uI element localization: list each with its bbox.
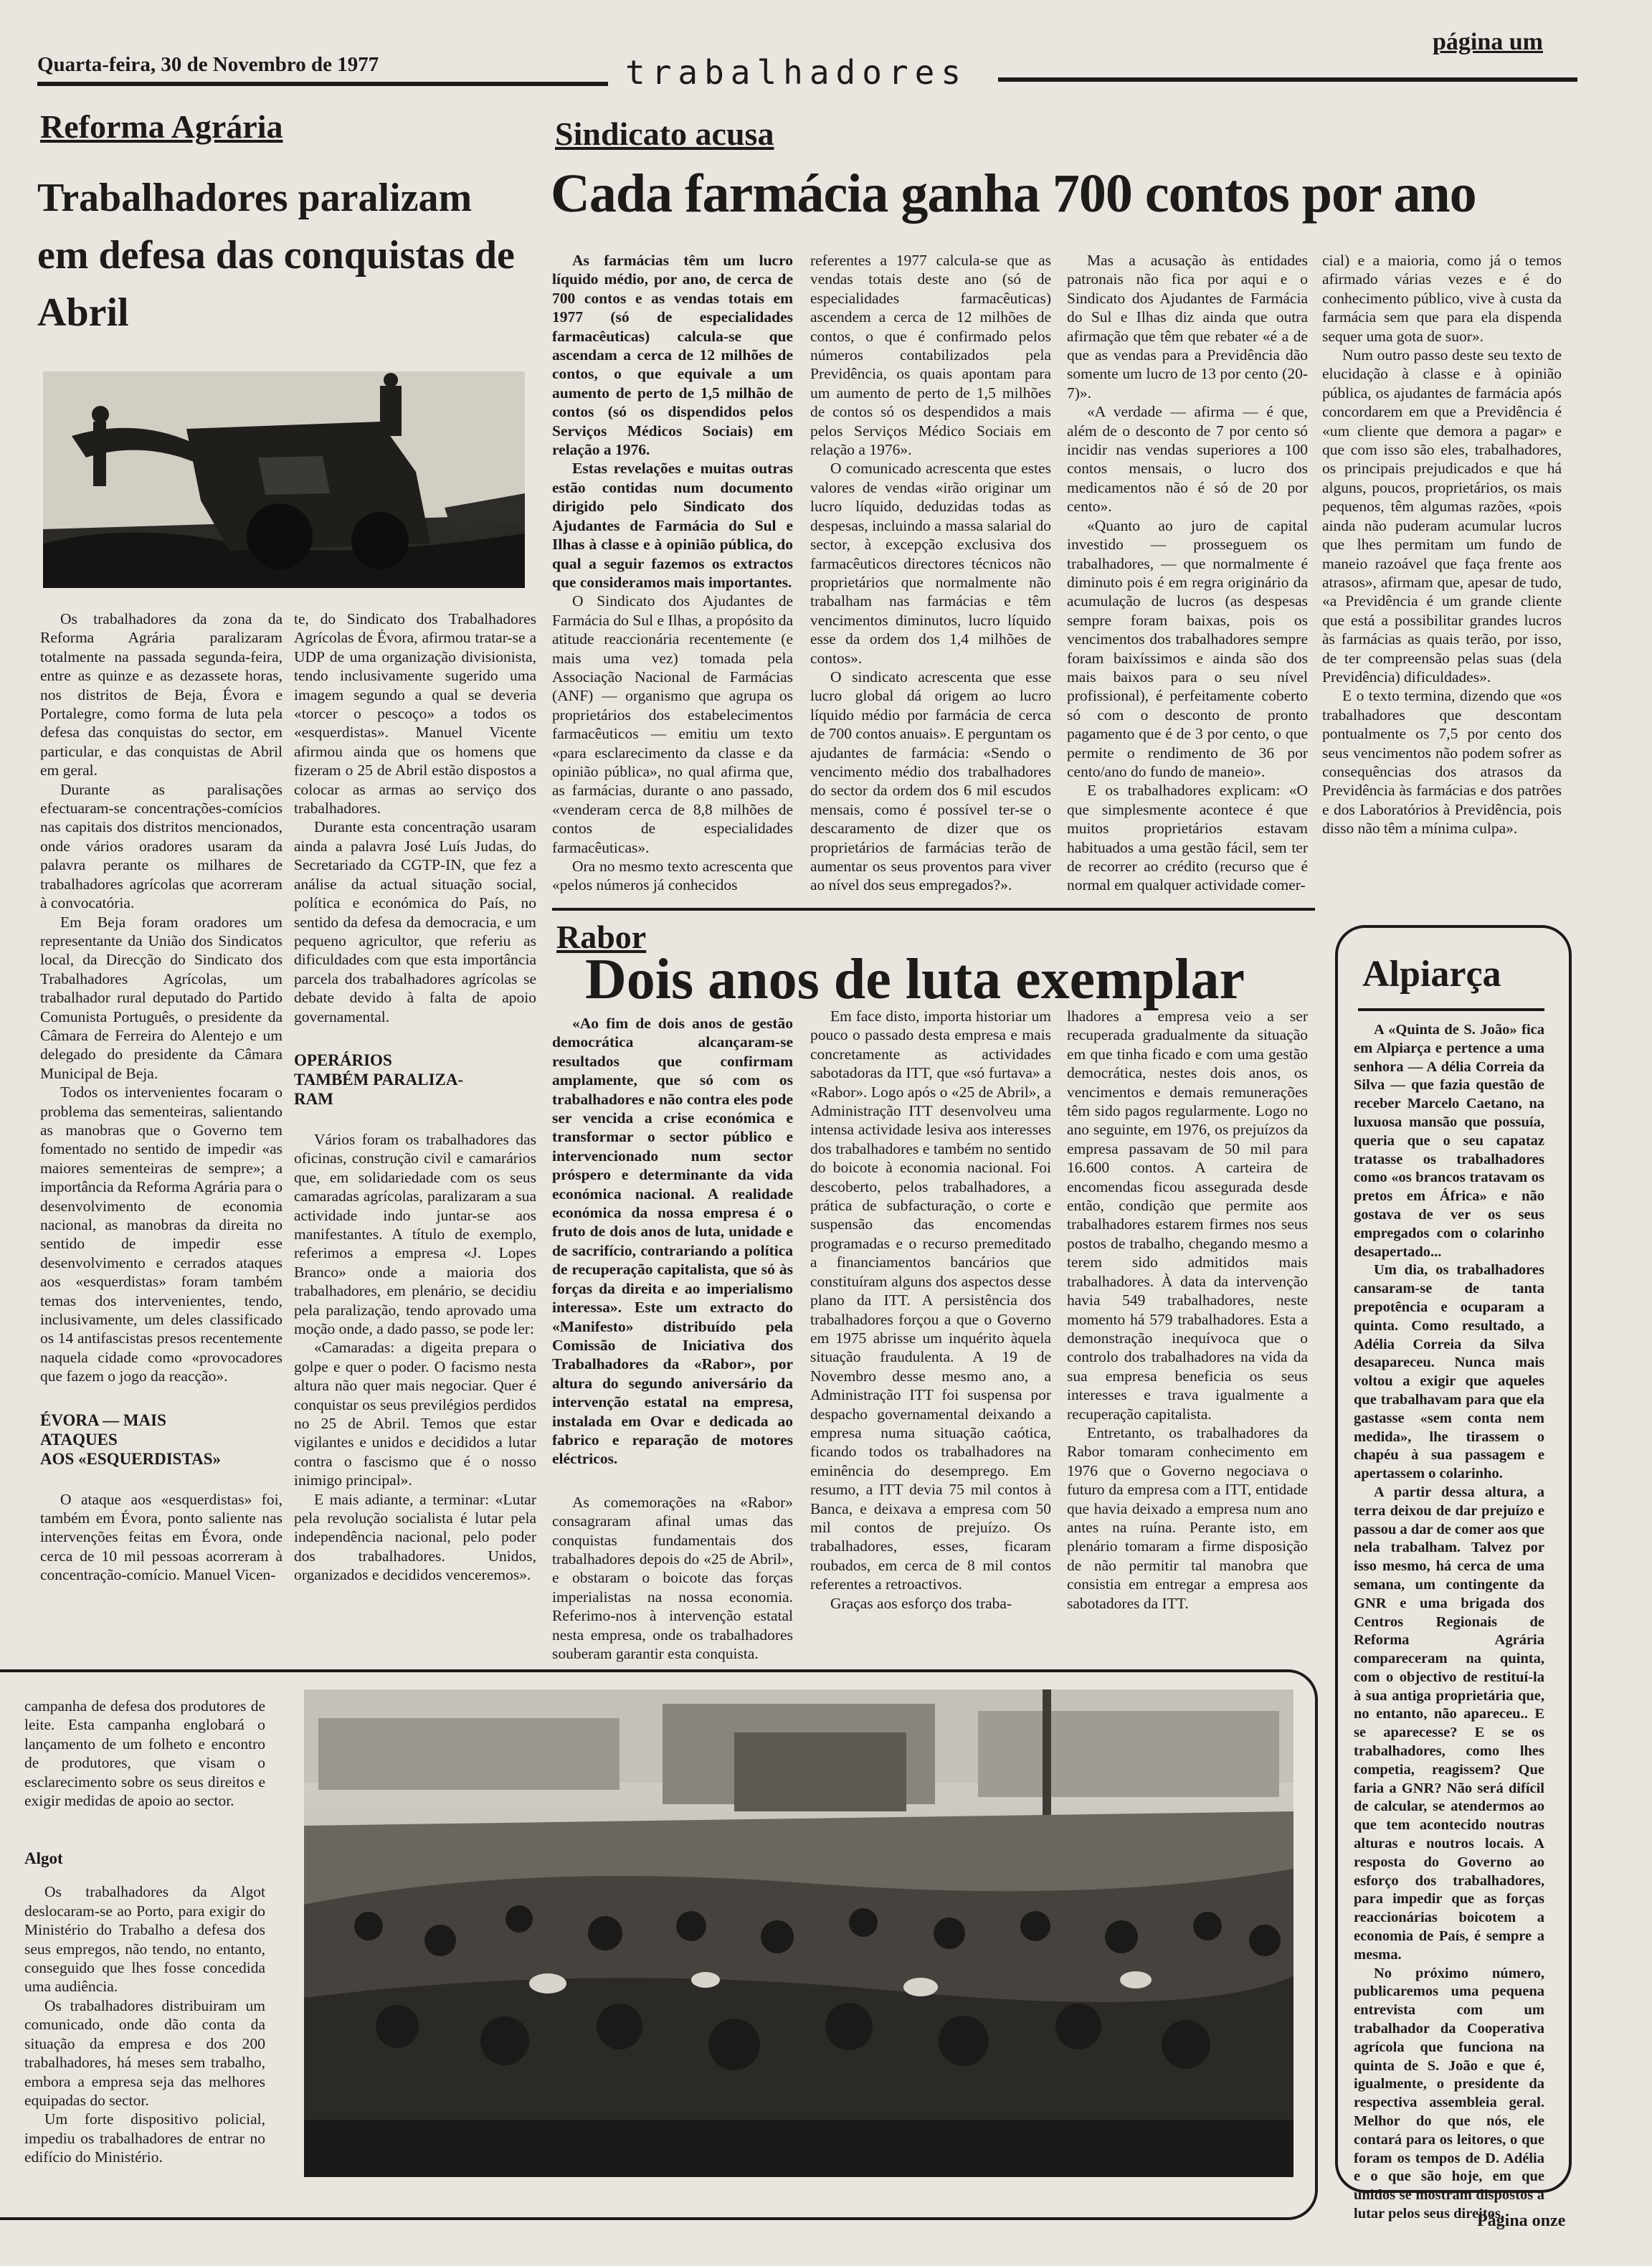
alpiarca-paragraph: Um dia, os trabalhadores cansaram-se de tanta prepotência e ocuparam a quinta. Como resultado, a Adélia Correia da Silva desapareceu. Nunca mais voltou a exigir que aqueles que trabalhavam para que ela gastasse «sem conta nem medida», lhe tirassem o chapéu à sua passagem e apertassem o colarinho. <box>1354 1262 1544 1482</box>
rabor-headline: Dois anos de luta exemplar <box>585 948 1245 1011</box>
rabor-paragraph: Graças aos esforço dos traba- <box>830 1594 1012 1612</box>
sindicato-column-2 <box>810 251 1051 895</box>
reforma-subhead-operarios: OPERÁRIOS TAMBÉM PARALIZA- RAM <box>294 1051 464 1108</box>
reforma-paragraph: Vários foram os trabalhadores das oficinas, construção civil e camarários que, em solidariedade com os seus camaradas agrícolas, paralizaram a sua actividade indo juntar-se aos manifestantes. A título de exemplo, referimos a empresa «J. Lopes Branco» onde a maioria dos trabalhadores, em plenário, se decidiu pela paralização, tendo aprovado uma moção onde, a dado passo, se pode ler: <box>294 1130 536 1337</box>
algot-title: Algot <box>24 1849 63 1868</box>
masthead-rule-left <box>37 82 608 86</box>
reforma-paragraph: O ataque aos «esquerdistas» foi, também em Évora, ponto saliente nas intervenções feitas em Évora, onde cerca de 10 mil pessoas acorreram à concentração-comício. Manuel Vicen- <box>40 1490 283 1584</box>
rabor-kicker: Rabor <box>556 919 647 955</box>
sindicato-paragraph: E os trabalhadores explicam: «O que simplesmente acontece é que muitos proprietários estavam habituados a uma gestão fácil, sem ter de recorrer ao crédito (recurso que é normal em qualquer actividade comer- <box>1067 782 1308 894</box>
reforma-paragraph: Durante esta concentração usaram ainda a palavra José Luís Judas, do Secretariado da CGTP-IN, que fez a análise da actual situação social, política e económica do País, no sentido da defesa da democracia, e um pequeno agricultor, que referiu as dificuldades com que esta importância parcela dos trabalhadores agrícolas se debate devido à falta de apoio governamental. <box>294 818 536 1025</box>
page-label: página um <box>1433 29 1543 55</box>
crowd-illustration <box>304 1689 1293 2177</box>
reforma-paragraph: «Camaradas: a digeita prepara o golpe e quer o poder. O facismo nesta altura não quer mais negociar. Quer é conquistar os seus previlégios perdidos no 25 de Abril. Temos que estar vigilantes e unidos e decididos a lutar contra o fascismo que é o nosso inimigo principal». <box>294 1339 536 1489</box>
sindicato-paragraph: O comunicado acrescenta que estes valores de vendas «irão originar um lucro líquido, deduzidas todas as despesas, incluindo a massa salarial do sector, à excepção exclusiva dos farmacêuticos directores técnicos não proprietários que normalmente não trabalham nas farmácias e têm vencimentos diminutos, lucro líquido esse da ordem dos 1,4 milhões de contos». <box>810 460 1051 667</box>
reforma-subhead-evora: ÉVORA — MAIS ATAQUES AOS «ESQUERDISTAS» <box>40 1411 222 1468</box>
rabor-column-2 <box>810 1007 1051 1613</box>
sindicato-paragraph: «Quanto ao juro de capital investido — prosseguem os trabalhadores, — que normalmente é diminuto pois é em regra originário da acumulação de lucros (as despesas sempre foram baixas, pois os vencimentos dos trabalhadores sempre foram baixíssimos e ainda são dos mais baixos para o seu nível profissional), é perfeitamente coberto só com o desconto de pronto pagamento que é de 3 por cento, o que permite o rendimento de 36 por cento/ano do fundo de maneio». <box>1067 516 1308 780</box>
sindicato-lead: Estas revelações e muitas outras estão contidas num documento dirigido pelo Sindicato dos Ajudantes de Farmácia do Sul e Ilhas à classe e à opinião pública, do qual a seguir fazemos os extractos que consideramos mais importantes. <box>552 460 793 591</box>
sindicato-paragraph: referentes a 1977 calcula-se que as vendas totais deste ano (só de especialidades farmacêuticas) ascendem a cerca de 12 milhões de contos, o que é confirmado pelos números contabilizados pela Previdência, os quais apontam para um aumento de perto de 1,5 milhões de contos só os despendidos a mais pelos Serviços Médico Sociais em relação a 1976». <box>810 252 1051 459</box>
leite-column <box>24 1697 265 2167</box>
reforma-paragraph: Durante as paralisações efectuaram-se concentrações-comícios nas capitais dos distritos mencionados, onde vários oradores usaram da palavra perante os milhares de trabalhadores agrícolas que acorreram à convocatória. <box>40 780 283 912</box>
reforma-paragraph: Os trabalhadores da zona da Reforma Agrária paralizaram totalmente na passada segunda-feira, entre as quinze e as dezassete horas, nos distritos de Beja, Évora e Portalegre, como forma de luta pela defesa das conquistas do sector, em particular, e das conquistas de Abril em geral. <box>40 610 283 779</box>
alpiarca-title: Alpiarça <box>1362 954 1501 995</box>
reforma-paragraph: te, do Sindicato dos Trabalhadores Agrícolas de Évora, afirmou tratar-se a UDP de uma organização divisionista, tendo inclusivamente sugerido uma imagem segundo a qual se deveria «torcer o pescoço» a todos os «esquerdistas». Manuel Vicente afirmou ainda que os homens que fizeram o 25 de Abril estão dispostos a colocar as armas ao serviço dos trabalhadores. <box>294 610 536 817</box>
issue-date: Quarta-feira, 30 de Novembro de 1977 <box>37 53 379 76</box>
reforma-paragraph: Todos os intervenientes focaram o problema das sementeiras, salientando as manobras que o Governo tem fomentado no sentido de impedir «as maiores sementeiras de sempre»; a importância da Reforma Agrária para o desenvolvimento de economia nacional, as manobras da direita no sentido de impedir esse desenvolvimento e cerrados ataques aos «esquerdistas» foram também temas dos intervenientes, tendo, inclusivamente, um deles classificado os 14 antifascistas presos recentemente naquela cidade como «provocadores que fazem o jogo da reacção». <box>40 1084 283 1385</box>
rabor-column-1 <box>552 1014 793 1663</box>
sindicato-column-3 <box>1067 251 1308 895</box>
reforma-paragraph: Em Beja foram oradores um representante da União dos Sindicatos local, da Direcção do Sindicato dos Trabalhadores Agrícolas, um trabalhador rural deputado do Partido Comunista Português, o presidente da Câmara de Ferreira do Alentejo e um delegado do presidente da Câmara Municipal de Beja. <box>40 913 283 1082</box>
sindicato-column-1 <box>552 251 793 895</box>
rabor-lead: «Ao fim de dois anos de gestão democrática alcançaram-se resultados que confirmam amplamente, que só com os trabalhadores e não contra eles pode ser vencida a crise económica e transformar o sector público e intervencionado num sector próspero e determinante da vida económica nacional. A realidade económica da nossa empresa é o fruto de dois anos de luta, unidade e de sacrifício, contrariando a política de recuperação capitalista, que só às forças da direita e ao imperialismo interessa». Este um extracto do «Manifesto» distribuído pela Comissão de Iniciativa dos Trabalhadores da «Rabor», por altura do segundo aniversário da intervenção estatal na empresa, instalada em Ovar e dedicada ao fabrico e reparação de motores eléctricos. <box>552 1015 793 1468</box>
rabor-column-3 <box>1067 1007 1308 1613</box>
sindicato-paragraph: cial) e a maioria, como já o temos afirmado várias vezes e é do conhecimento público, vive à custa da farmácia sem que para ela dispenda sequer uma gota de suor». <box>1322 252 1562 345</box>
leite-paragraph: campanha de defesa dos produtores de leite. Esta campanha englobará o lançamento de um folheto e encontro de produtores, que visam o esclarecimento sobre os seus direitos e exigir medidas de apoio ao sector. <box>24 1697 265 1810</box>
reforma-headline: Trabalhadores paralizam em defesa das conquistas de Abril <box>37 176 515 335</box>
sindicato-headline: Cada farmácia ganha 700 contos por ano <box>551 163 1476 224</box>
reforma-paragraph: E mais adiante, a terminar: «Lutar pela revolução socialista é lutar pela independência nacional, pelo poder dos trabalhadores. Unidos, organizados e decididos venceremos». <box>294 1490 536 1584</box>
sindicato-lead: As farmácias têm um lucro líquido médio, por ano, de cerca de 700 contos e as vendas totais em 1977 (só de especialidades farmacêuticas) calcula-se que ascendam a cerca de 12 milhões de contos, o que equivale a um aumento de perto de 1,5 milhão de contos (só os dispendidos pelos Serviços Médicos Sociais) em relação a 1976. <box>552 252 793 459</box>
reforma-column-1 <box>40 610 283 1585</box>
section-title: trabalhadores <box>625 53 968 92</box>
alpiarca-title-rule <box>1358 1008 1544 1011</box>
rabor-paragraph: Entretanto, os trabalhadores da Rabor tomaram conhecimento em 1976 que o Governo negociava o futuro da empresa com a ITT, entidade que havia deixado a empresa num ano antes na ruína. Perante isto, em plenário tomaram a firme disposição de não permitir tal manobra que consistia em entregar a empresa aos sabotadores da ITT. <box>1067 1423 1308 1612</box>
sindicato-paragraph: O sindicato acrescenta que esse lucro global dá origem ao lucro líquido médio por farmácia de cerca de 700 contos anuais». E perguntam os ajudantes de farmácia: «Sendo o vencimento médio dos trabalhadores do sector da ordem dos 6 mil escudos mensais, como é possível ter-se o descaramento de dizer que os proprietários de farmácias terão de aumentar os seus proventos para viver ao nível dos seus empregados?». <box>810 668 1051 894</box>
sindicato-paragraph: Mas a acusação às entidades patronais não fica por aqui e o Sindicato dos Ajudantes de Farmácia do Sul e Ilhas diz ainda que outra afirmação que têm que rebater «é a de que as vendas para a Previdência dão somente um lucro de 13 por cento (20-7)». <box>1067 252 1308 402</box>
algot-paragraph: Os trabalhadores distribuiram um comunicado, onde dão conta da situação da empresa e dos 200 trabalhadores, há meses sem trabalho, embora a empresa seja das melhores equipadas do sector. <box>24 1996 265 2109</box>
masthead-rule-right <box>998 77 1577 82</box>
sindicato-paragraph: E o texto termina, dizendo que «os trabalhadores que descontam pontualmente os 7,5 por cento dos seus vencimentos não podem sofrer as consequências dos atrasos da Previdência às farmácias e dos patrões e dos Laboratórios à Previdência, pois disso não têm a mínima culpa». <box>1322 687 1562 838</box>
alpiarca-paragraph: No próximo número, publicaremos uma pequena entrevista com um trabalhador da Cooperativa agrícola que funciona na quinta de S. João e que é, igualmente, o presidente da respectiva assembleia geral. Melhor do que nós, ele contará para os leitores, o que foram os tempos de D. Adélia e o que são hoje, em que unidos se mostram dispostos a lutar pelos seus direitos. <box>1354 1965 1544 2222</box>
page-number: Página onze <box>1477 2212 1566 2230</box>
sindicato-kicker: Sindicato acusa <box>555 115 774 152</box>
sindicato-paragraph: O Sindicato dos Ajudantes de Farmácia do Sul e Ilhas, a propósito da atitude reaccionária recentemente (e mais uma vez) tomada pela Associação Nacional de Farmácias (ANF) — organismo que agrupa os proprietários dos estabelecimentos farmacêuticos — emitiu um texto «para esclarecimento da classe e da opinião pública», no qual afirma que, as farmácias, durante o ano passado, «venderam cerca de 8,8 milhões de contos de especialidades farmacêuticas». <box>552 592 793 856</box>
sindicato-bottom-rule <box>552 908 1315 911</box>
sindicato-paragraph: Num outro passo deste seu texto de elucidação à classe e à opinião pública, os ajudantes de farmácia após concordarem em que a Previdência é «um cliente que demora a pagar» e que com isso são eles, trabalhadores, os principais prejudicados e que há alguns, poucos, proprietários, os mais pequenos, têm algumas razões, «pois ainda não puderam acumular lucros que lhes permitam um fundo de maneio razoável que faça frente aos atrasos», afirmam que, apesar de tudo, «a Previdência é um grande cliente que está a possibilitar grandes lucros às farmácias as quais terão, por isso, de ter compreensão pelas suas (dela Previdência) dificuldades». <box>1322 346 1562 686</box>
sindicato-paragraph: «A verdade — afirma — é que, além de o desconto de 7 por cento só incidir nas vendas superiores a 100 contos mensais, o lucro dos medicamentos não é só de 20 por cento». <box>1067 403 1308 516</box>
sindicato-paragraph: Ora no mesmo texto acrescenta que «pelos números já conhecidos <box>552 858 793 894</box>
algot-paragraph: Um forte dispositivo policial, impediu os trabalhadores de entrar no edifício do Ministério. <box>24 2110 265 2166</box>
reforma-kicker: Reforma Agrária <box>40 108 283 145</box>
alpiarca-paragraph: A «Quinta de S. João» fica em Alpiarça e pertence a uma senhora — A délia Correia da Silva — que fazia questão de receber Marcelo Caetano, na luxuosa mansão que possuía, queria que o seu capataz tratasse os trabalhadores como «os brancos tratavam os pretos em África» e não gostava de ver os seus empregados com o colarinho desapertado... <box>1354 1022 1544 1260</box>
alpiarca-paragraph: A partir dessa altura, a terra deixou de dar prejuízo e passou a dar de comer aos que nela trabalham. Talvez por isso mesmo, há cerca de uma semana, um contingente da GNR e uma brigada dos Centros Regionais de Reforma Agrária compareceram na quinta, com o objectivo de restituí-la à sua antiga proprietária que, no entanto, não apareceu.. E se aparecesse? E se os trabalhadores, como lhes competia, reagissem? Que faria a GNR? Não será difícil de calcular, se atendermos ao que tem acontecido noutras alturas e noutros locais. A resposta do Governo ao esforço dos trabalhadores, para impedir que as forças reaccionárias boicotem a economia de País, é sempre a mesma. <box>1354 1484 1544 1963</box>
reforma-column-2 <box>294 610 536 1585</box>
tractor-illustration <box>43 371 525 588</box>
alpiarca-column <box>1354 1021 1544 2224</box>
rabor-paragraph: As comemorações na «Rabor» consagraram afinal umas das conquistas fundamentais dos trabalhadores depois do «25 de Abril», e obstaram o boicote das forças imperialistas na nossa economia. Referimo-nos à intervenção estatal nesta empresa, onde os trabalhadores souberam garantir esta conquista. <box>552 1493 793 1662</box>
rabor-paragraph: lhadores a empresa veio a ser recuperada gradualmente da situação em que tinha ficado e com uma gestão democrática, nestes dois anos, os vencimentos e demais remunerações têm sido pagos regularmente. Logo no ano seguinte, em 1976, os prejuízos da empresa passavam de 50 mil para 16.600 contos. A carteira de encomendas ficou assegurada desde então, condição que permite aos trabalhadores estarem firmes nos seus postos de trabalho, chegando mesmo a terem sido admitidos mais trabalhadores. À data da intervenção havia 549 trabalhadores, neste momento há 579 trabalhadores. Esta a demonstração inequívoca que o controlo dos trabalhadores na vida da sua empresa beneficia os seus interesses e trava igualmente a recuperação capitalista. <box>1067 1008 1308 1423</box>
tractor-photo <box>43 371 525 588</box>
sindicato-column-4 <box>1322 251 1562 838</box>
algot-paragraph: Os trabalhadores da Algot deslocaram-se ao Porto, para exigir do Ministério do Trabalho a defesa dos seus empregos, não tendo, no entanto, conseguido que lhes fosse concedida uma audiência. <box>24 1883 265 1996</box>
rabor-paragraph: Em face disto, importa historiar um pouco o passado desta empresa e mais concretamente as actividades sabotadoras da ITT, que «só furtava» a «Rabor». Logo após o «25 de Abril», a Administração ITT desenvolveu uma intensa actividade lesiva aos interesses dos trabalhadores e também no sentido do boicote à economia nacional. Foi descoberto, pelos trabalhadores, a prática de subfacturação, o corte e suspensão das encomendas programadas e o recurso premeditado a financiamentos bancários que constituíram alguns dos aspectos desse plano da ITT. A persistência dos trabalhadores forçou a que o Governo em 1975 abrisse um inquérito àquela situação fraudulenta. A 19 de Novembro desse mesmo ano, a Administração ITT foi suspensa por despacho governamental deixando a empresa numa situação caótica, ficando todos os trabalhadores na eminência do desemprego. Em resumo, a ITT devia 75 mil contos à Banca, e deixava a empresa com 50 mil contos de prejuízo. Os trabalhadores, esses, ficaram roubados, em cerca de 8 mil contos referentes a retroactivos. <box>810 1008 1051 1593</box>
crowd-photo <box>304 1689 1293 2177</box>
